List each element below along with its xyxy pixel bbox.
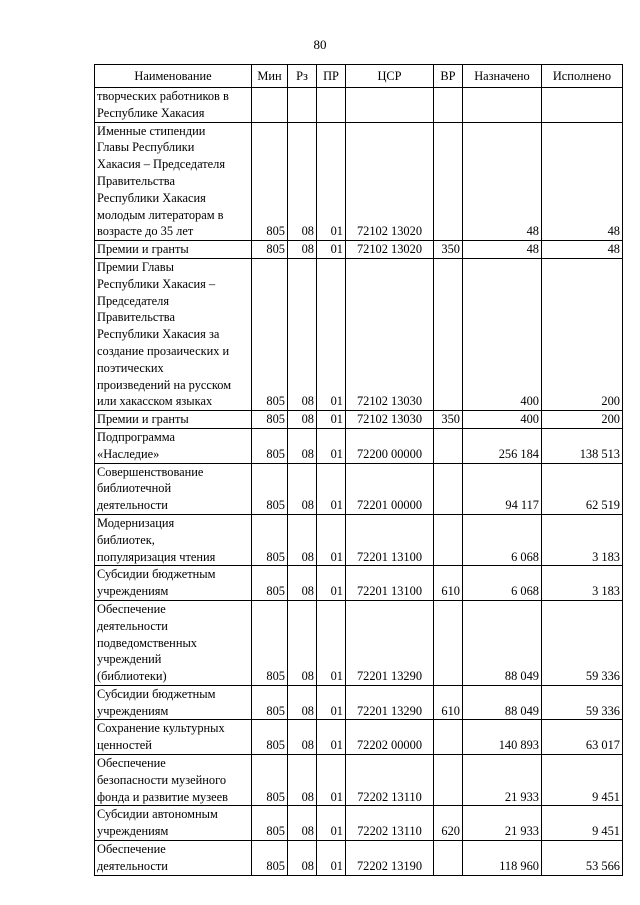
cell-min <box>252 88 288 123</box>
table-row <box>95 428 623 463</box>
cell-name: творческих работников в Республике Хакасия <box>95 88 252 123</box>
cell-csr: 72202 00000 <box>346 720 434 755</box>
cell-vr <box>434 258 463 410</box>
cell-planned: 94 117 <box>463 463 542 514</box>
cell-executed: 9 451 <box>542 755 623 806</box>
table-row <box>95 88 623 123</box>
cell-vr <box>434 600 463 685</box>
cell-csr: 72201 13100 <box>346 566 434 601</box>
cell-rz: 08 <box>288 122 317 241</box>
table-row <box>95 755 623 806</box>
header-vr: ВР <box>434 65 463 88</box>
header-csr: ЦСР <box>346 65 434 88</box>
cell-planned: 88 049 <box>463 685 542 720</box>
table-row <box>95 600 623 685</box>
cell-csr: 72202 13110 <box>346 806 434 841</box>
cell-name: Совершенствование библиотечной деятельности <box>95 463 252 514</box>
cell-rz: 08 <box>288 463 317 514</box>
cell-name: Обеспечение деятельности подведомственных учреждений (библиотеки) <box>95 600 252 685</box>
cell-pr: 01 <box>317 841 346 876</box>
cell-min: 805 <box>252 241 288 259</box>
cell-pr: 01 <box>317 514 346 565</box>
cell-rz: 08 <box>288 841 317 876</box>
cell-name: Субсидии автономным учреждениям <box>95 806 252 841</box>
budget-table <box>94 64 623 876</box>
cell-rz <box>288 88 317 123</box>
cell-csr: 72202 13190 <box>346 841 434 876</box>
cell-rz: 08 <box>288 806 317 841</box>
cell-planned: 88 049 <box>463 600 542 685</box>
cell-name: Именные стипендии Главы Республики Хакасия – Председателя Правительства Республики Хакасия молодым литераторам в возрасте до 35 лет <box>95 122 252 241</box>
cell-planned: 400 <box>463 258 542 410</box>
cell-csr: 72201 13100 <box>346 514 434 565</box>
cell-vr <box>434 88 463 123</box>
cell-min: 805 <box>252 841 288 876</box>
cell-pr: 01 <box>317 241 346 259</box>
cell-executed: 62 519 <box>542 463 623 514</box>
cell-rz: 08 <box>288 428 317 463</box>
cell-name: Обеспечение деятельности <box>95 841 252 876</box>
cell-planned: 400 <box>463 411 542 429</box>
cell-vr: 350 <box>434 411 463 429</box>
cell-executed: 3 183 <box>542 566 623 601</box>
cell-pr: 01 <box>317 755 346 806</box>
header-planned: Назначено <box>463 65 542 88</box>
cell-executed: 200 <box>542 411 623 429</box>
table-row <box>95 122 623 241</box>
table-row <box>95 841 623 876</box>
table-row <box>95 463 623 514</box>
cell-min: 805 <box>252 122 288 241</box>
cell-rz: 08 <box>288 720 317 755</box>
cell-planned: 21 933 <box>463 755 542 806</box>
table-header-row <box>95 65 623 88</box>
cell-csr: 72102 13030 <box>346 411 434 429</box>
cell-min: 805 <box>252 685 288 720</box>
cell-planned: 140 893 <box>463 720 542 755</box>
cell-executed: 138 513 <box>542 428 623 463</box>
cell-vr <box>434 755 463 806</box>
cell-pr: 01 <box>317 685 346 720</box>
cell-executed: 200 <box>542 258 623 410</box>
cell-pr: 01 <box>317 720 346 755</box>
cell-pr: 01 <box>317 600 346 685</box>
cell-min: 805 <box>252 463 288 514</box>
cell-csr: 72102 13020 <box>346 122 434 241</box>
table-row <box>95 514 623 565</box>
page-number: 80 <box>313 37 327 52</box>
cell-name: Премии и гранты <box>95 241 252 259</box>
cell-executed: 59 336 <box>542 600 623 685</box>
cell-min: 805 <box>252 411 288 429</box>
cell-pr: 01 <box>317 258 346 410</box>
cell-planned: 21 933 <box>463 806 542 841</box>
cell-name: Премии Главы Республики Хакасия – Председателя Правительства Республики Хакасия за создание прозаических и поэтических произведений на русском или хакасском языках <box>95 258 252 410</box>
cell-name: Подпрограмма «Наследие» <box>95 428 252 463</box>
table-row <box>95 806 623 841</box>
cell-csr: 72201 13290 <box>346 685 434 720</box>
cell-min: 805 <box>252 755 288 806</box>
cell-pr: 01 <box>317 428 346 463</box>
table-row <box>95 566 623 601</box>
cell-min: 805 <box>252 428 288 463</box>
header-rz: Рз <box>288 65 317 88</box>
cell-csr: 72102 13020 <box>346 241 434 259</box>
cell-min: 805 <box>252 566 288 601</box>
table-row <box>95 720 623 755</box>
cell-vr: 610 <box>434 685 463 720</box>
cell-pr: 01 <box>317 566 346 601</box>
cell-executed: 3 183 <box>542 514 623 565</box>
cell-executed: 48 <box>542 122 623 241</box>
cell-pr: 01 <box>317 411 346 429</box>
cell-executed: 59 336 <box>542 685 623 720</box>
table-row <box>95 685 623 720</box>
cell-vr <box>434 122 463 241</box>
cell-name: Субсидии бюджетным учреждениям <box>95 566 252 601</box>
cell-min: 805 <box>252 720 288 755</box>
cell-executed: 48 <box>542 241 623 259</box>
header-pr: ПР <box>317 65 346 88</box>
cell-vr: 620 <box>434 806 463 841</box>
cell-name: Субсидии бюджетным учреждениям <box>95 685 252 720</box>
header-name: Наименование <box>95 65 252 88</box>
cell-vr <box>434 720 463 755</box>
cell-min: 805 <box>252 806 288 841</box>
table-row <box>95 411 623 429</box>
cell-rz: 08 <box>288 600 317 685</box>
cell-csr: 72201 13290 <box>346 600 434 685</box>
cell-planned: 6 068 <box>463 514 542 565</box>
cell-csr: 72102 13030 <box>346 258 434 410</box>
cell-rz: 08 <box>288 258 317 410</box>
table-body <box>95 88 623 876</box>
cell-executed: 9 451 <box>542 806 623 841</box>
cell-min: 805 <box>252 258 288 410</box>
cell-rz: 08 <box>288 566 317 601</box>
cell-vr <box>434 514 463 565</box>
cell-planned: 256 184 <box>463 428 542 463</box>
cell-min: 805 <box>252 600 288 685</box>
cell-pr: 01 <box>317 463 346 514</box>
cell-rz: 08 <box>288 411 317 429</box>
cell-planned: 118 960 <box>463 841 542 876</box>
cell-name: Обеспечение безопасности музейного фонда и развитие музеев <box>95 755 252 806</box>
cell-name: Модернизация библиотек, популяризация чтения <box>95 514 252 565</box>
cell-planned: 48 <box>463 241 542 259</box>
cell-executed <box>542 88 623 123</box>
cell-csr: 72200 00000 <box>346 428 434 463</box>
cell-name: Премии и гранты <box>95 411 252 429</box>
cell-vr: 610 <box>434 566 463 601</box>
cell-pr <box>317 88 346 123</box>
cell-csr: 72202 13110 <box>346 755 434 806</box>
cell-name: Сохранение культурных ценностей <box>95 720 252 755</box>
cell-rz: 08 <box>288 514 317 565</box>
cell-vr <box>434 841 463 876</box>
table-row <box>95 258 623 410</box>
table-row <box>95 241 623 259</box>
cell-rz: 08 <box>288 685 317 720</box>
cell-rz: 08 <box>288 755 317 806</box>
cell-min: 805 <box>252 514 288 565</box>
cell-csr: 72201 00000 <box>346 463 434 514</box>
cell-executed: 63 017 <box>542 720 623 755</box>
cell-vr <box>434 463 463 514</box>
cell-planned: 48 <box>463 122 542 241</box>
cell-executed: 53 566 <box>542 841 623 876</box>
cell-pr: 01 <box>317 122 346 241</box>
cell-csr <box>346 88 434 123</box>
header-executed: Исполнено <box>542 65 623 88</box>
cell-vr <box>434 428 463 463</box>
header-min: Мин <box>252 65 288 88</box>
cell-rz: 08 <box>288 241 317 259</box>
cell-planned <box>463 88 542 123</box>
cell-planned: 6 068 <box>463 566 542 601</box>
cell-pr: 01 <box>317 806 346 841</box>
cell-vr: 350 <box>434 241 463 259</box>
